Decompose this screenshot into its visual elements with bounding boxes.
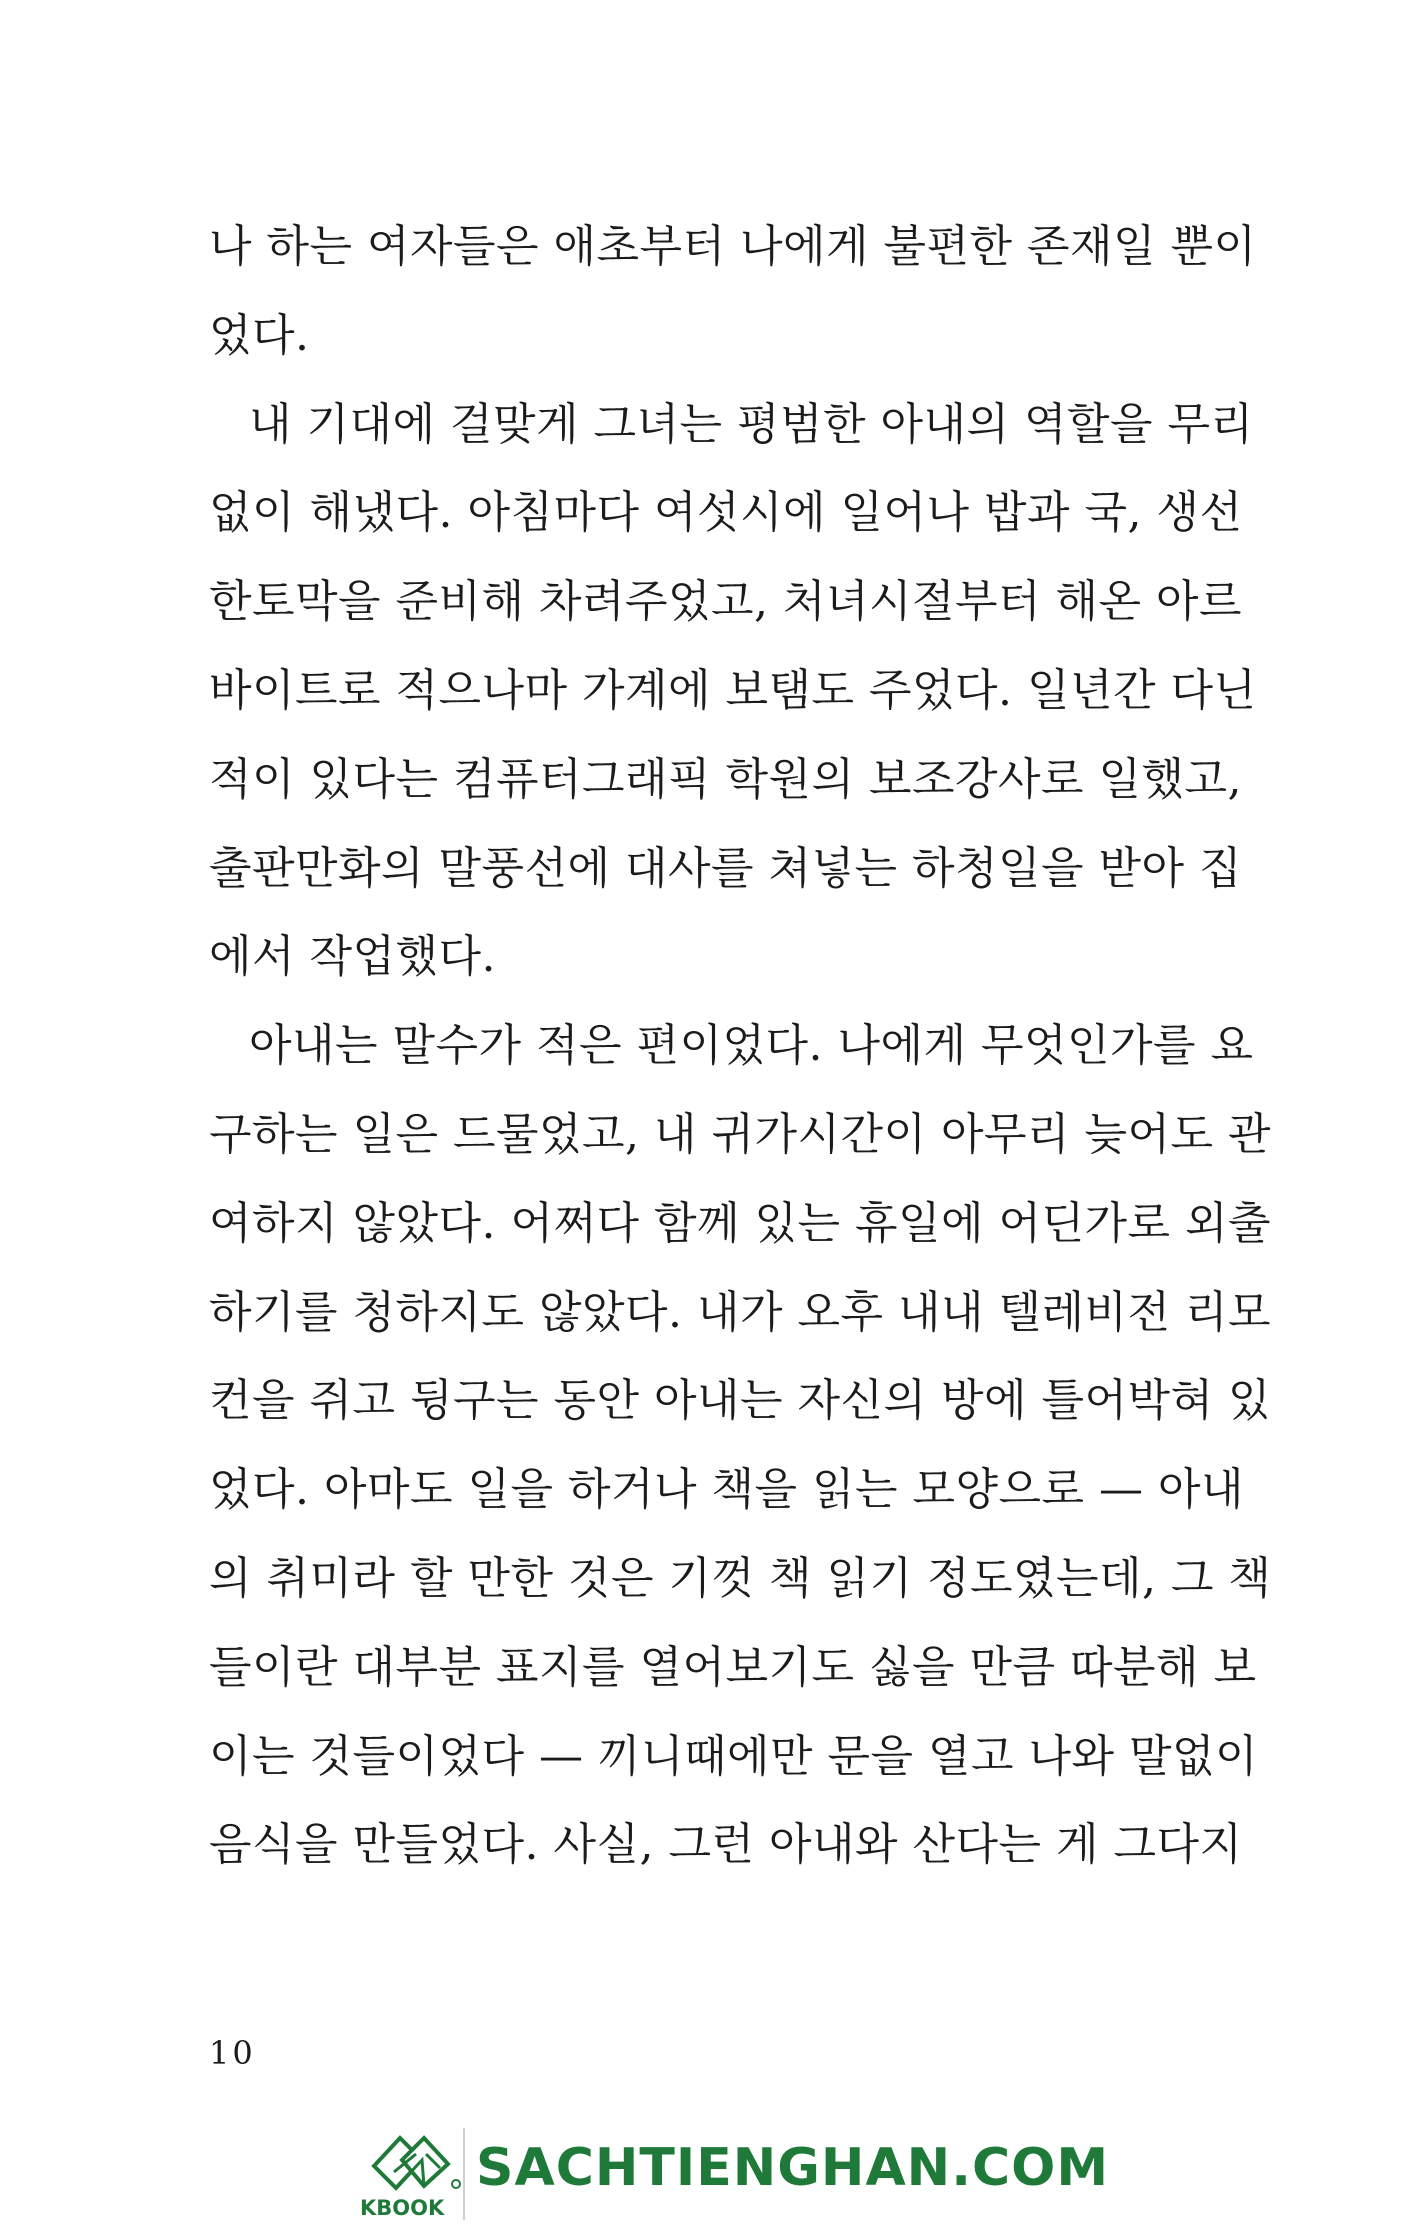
text-line-1: 나 하는 여자들은 애초부터 나에게 불편한 존재일 뿐이 [209, 221, 1257, 272]
text-line-6: 바이트로 적으나마 가계에 보탬도 주었다. 일년간 다닌 [209, 664, 1257, 716]
text-line-8: 출판만화의 말풍선에 대사를 쳐넣는 하청일을 받아 집 [209, 842, 1243, 894]
text-line-19: 음식을 만들었다. 사실, 그런 아내와 산다는 게 그다지 [209, 1819, 1243, 1871]
text-line-2: 었다. [209, 309, 310, 361]
footer-logo-text: KBOOK [360, 2196, 445, 2220]
text-line-13: 하기를 청하지도 않았다. 내가 오후 내내 텔레비전 리모 [209, 1286, 1271, 1338]
footer-divider [463, 2128, 465, 2220]
text-line-18: 이는 것들이었다 — 끼니때에만 문을 열고 나와 말없이 [209, 1730, 1258, 1782]
text-line-7: 적이 있다는 컴퓨터그래픽 학원의 보조강사로 일했고, [209, 753, 1243, 805]
text-line-4: 없이 해냈다. 아침마다 여섯시에 일어나 밥과 국, 생선 [209, 487, 1243, 539]
text-line-10: 아내는 말수가 적은 편이었다. 나에게 무엇인가를 요 [249, 1020, 1254, 1072]
text-line-3: 내 기대에 걸맞게 그녀는 평범한 아내의 역할을 무리 [249, 398, 1254, 450]
text-line-14: 컨을 쥐고 뒹구는 동안 아내는 자신의 방에 틀어박혀 있 [209, 1375, 1271, 1427]
text-line-17: 들이란 대부분 표지를 열어보기도 싫을 만큼 따분해 보 [209, 1641, 1257, 1693]
page-number: 10 [209, 2034, 256, 2072]
footer-site-name: SACHTIENGHAN.COM [476, 2138, 1110, 2198]
text-line-12: 여하지 않았다. 어쩌다 함께 있는 휴일에 어딘가로 외출 [209, 1197, 1271, 1249]
text-line-15: 었다. 아마도 일을 하거나 책을 읽는 모양으로 — 아내 [209, 1464, 1244, 1516]
book-logo-shapes [374, 2138, 460, 2188]
text-line-11: 구하는 일은 드물었고, 내 귀가시간이 아무리 늦어도 관 [209, 1108, 1271, 1160]
body-text [209, 210, 1272, 1897]
text-line-9: 에서 작업했다. [209, 931, 496, 983]
text-line-16: 의 취미라 할 만한 것은 기껏 책 읽기 정도였는데, 그 책 [209, 1552, 1272, 1604]
text-line-5: 한토막을 준비해 차려주었고, 처녀시절부터 해온 아르 [209, 576, 1243, 628]
